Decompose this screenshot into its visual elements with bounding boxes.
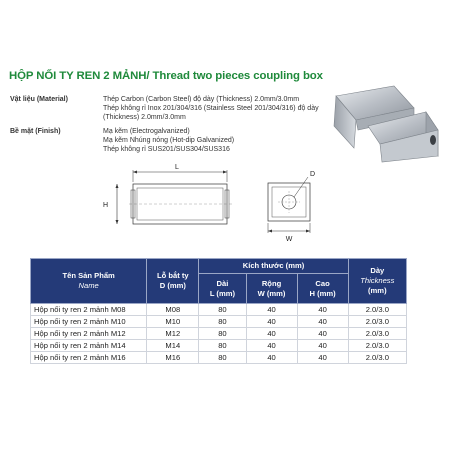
- header-hole-line2: D (mm): [159, 281, 186, 290]
- cell-name: Hộp nối ty ren 2 mảnh M08: [31, 304, 147, 316]
- table-row: [31, 316, 407, 328]
- cell-height: 40: [297, 316, 348, 328]
- cell-width: 40: [246, 352, 297, 364]
- header-name-vi: Tên Sản Phẩm: [62, 271, 115, 280]
- cell-hole: M12: [147, 328, 199, 340]
- cell-thickness: 2.0/3.0: [348, 316, 406, 328]
- cell-hole: M16: [147, 352, 199, 364]
- material-lines: [103, 95, 343, 122]
- header-name-en: Name: [78, 281, 99, 290]
- finish-lines: [103, 127, 343, 154]
- cell-thickness: 2.0/3.0: [348, 328, 406, 340]
- finish-line: Mạ kẽm Nhúng nóng (Hot-dip Galvanized): [103, 137, 235, 144]
- dim-label-d: D: [310, 171, 316, 178]
- cell-name: Hộp nối ty ren 2 mảnh M10: [31, 316, 147, 328]
- cell-hole: M10: [147, 316, 199, 328]
- cell-length: 80: [199, 352, 246, 364]
- header-hole-line1: Lỗ bắt ty: [156, 271, 189, 280]
- table-row: [31, 352, 407, 364]
- cell-width: 40: [246, 304, 297, 316]
- cell-thickness: 2.0/3.0: [348, 304, 406, 316]
- cell-length: 80: [199, 316, 246, 328]
- cell-length: 80: [199, 304, 246, 316]
- material-line: Thép không rỉ Inox 201/304/316 (Stainless Steel 201/304/316) độ dày: [103, 105, 319, 112]
- header-wid-line1: Rộng: [261, 278, 282, 288]
- finish-line: Thép không rỉ SUS201/SUS304/SUS316: [103, 146, 230, 153]
- cell-hole: M08: [147, 304, 199, 316]
- cell-thickness: 2.0/3.0: [348, 352, 406, 364]
- spec-table: [30, 258, 407, 364]
- header-thk-line1: Dày: [370, 266, 385, 275]
- dim-label-w: W: [285, 236, 293, 243]
- cell-name: Hộp nối ty ren 2 mảnh M16: [31, 352, 147, 364]
- header-height: [297, 274, 348, 304]
- dim-arrow: [116, 184, 119, 188]
- dim-arrow: [306, 230, 310, 233]
- table-row: [31, 328, 407, 340]
- material-label: Vật liệu (Material): [10, 96, 68, 103]
- table-row: [31, 304, 407, 316]
- header-hgt-line1: Cao: [315, 278, 330, 288]
- end-view-drawing: [258, 165, 323, 243]
- cell-width: 40: [246, 340, 297, 352]
- material-line: Thép Carbon (Carbon Steel) độ dày (Thickness) 2.0mm/3.0mm: [103, 96, 300, 103]
- finish-label: Bề mặt (Finish): [10, 128, 61, 135]
- header-thickness: [348, 259, 406, 304]
- side-view-drawing: [95, 160, 240, 240]
- dim-label-l: L: [175, 164, 179, 171]
- box-hole: [430, 135, 436, 145]
- finish-line: Mạ kẽm (Electrogalvanized): [103, 128, 190, 135]
- header-len-line1: Dài: [216, 278, 229, 288]
- header-length: [199, 274, 246, 304]
- cell-height: 40: [297, 340, 348, 352]
- cell-height: 40: [297, 352, 348, 364]
- header-width: [246, 274, 297, 304]
- header-hole: [147, 259, 199, 304]
- dim-label-h: H: [103, 202, 109, 209]
- table-row: [31, 340, 407, 352]
- cell-height: 40: [297, 304, 348, 316]
- dim-arrow: [268, 230, 272, 233]
- dim-arrow: [133, 171, 137, 174]
- header-thk-line2: Thickness: [360, 276, 395, 285]
- material-line: (Thickness) 2.0mm/3.0mm: [103, 114, 186, 121]
- cell-width: 40: [246, 316, 297, 328]
- cell-length: 80: [199, 328, 246, 340]
- header-hgt-line2: H (mm): [309, 288, 336, 298]
- cell-name: Hộp nối ty ren 2 mảnh M14: [31, 340, 147, 352]
- header-name: [31, 259, 147, 304]
- header-len-line2: L (mm): [209, 288, 235, 298]
- cell-length: 80: [199, 340, 246, 352]
- dim-arrow: [223, 171, 227, 174]
- dim-arrow: [116, 220, 119, 224]
- cell-thickness: 2.0/3.0: [348, 340, 406, 352]
- cell-hole: M14: [147, 340, 199, 352]
- product-photo: [322, 82, 442, 164]
- cell-height: 40: [297, 328, 348, 340]
- cell-width: 40: [246, 328, 297, 340]
- header-thk-line3: (mm): [368, 286, 387, 295]
- page-title: HỘP NỐI TY REN 2 MẢNH/ Thread two pieces coupling box: [9, 70, 323, 82]
- cell-name: Hộp nối ty ren 2 mảnh M12: [31, 328, 147, 340]
- header-wid-line2: W (mm): [257, 288, 286, 298]
- header-dimensions: Kích thước (mm): [199, 259, 348, 274]
